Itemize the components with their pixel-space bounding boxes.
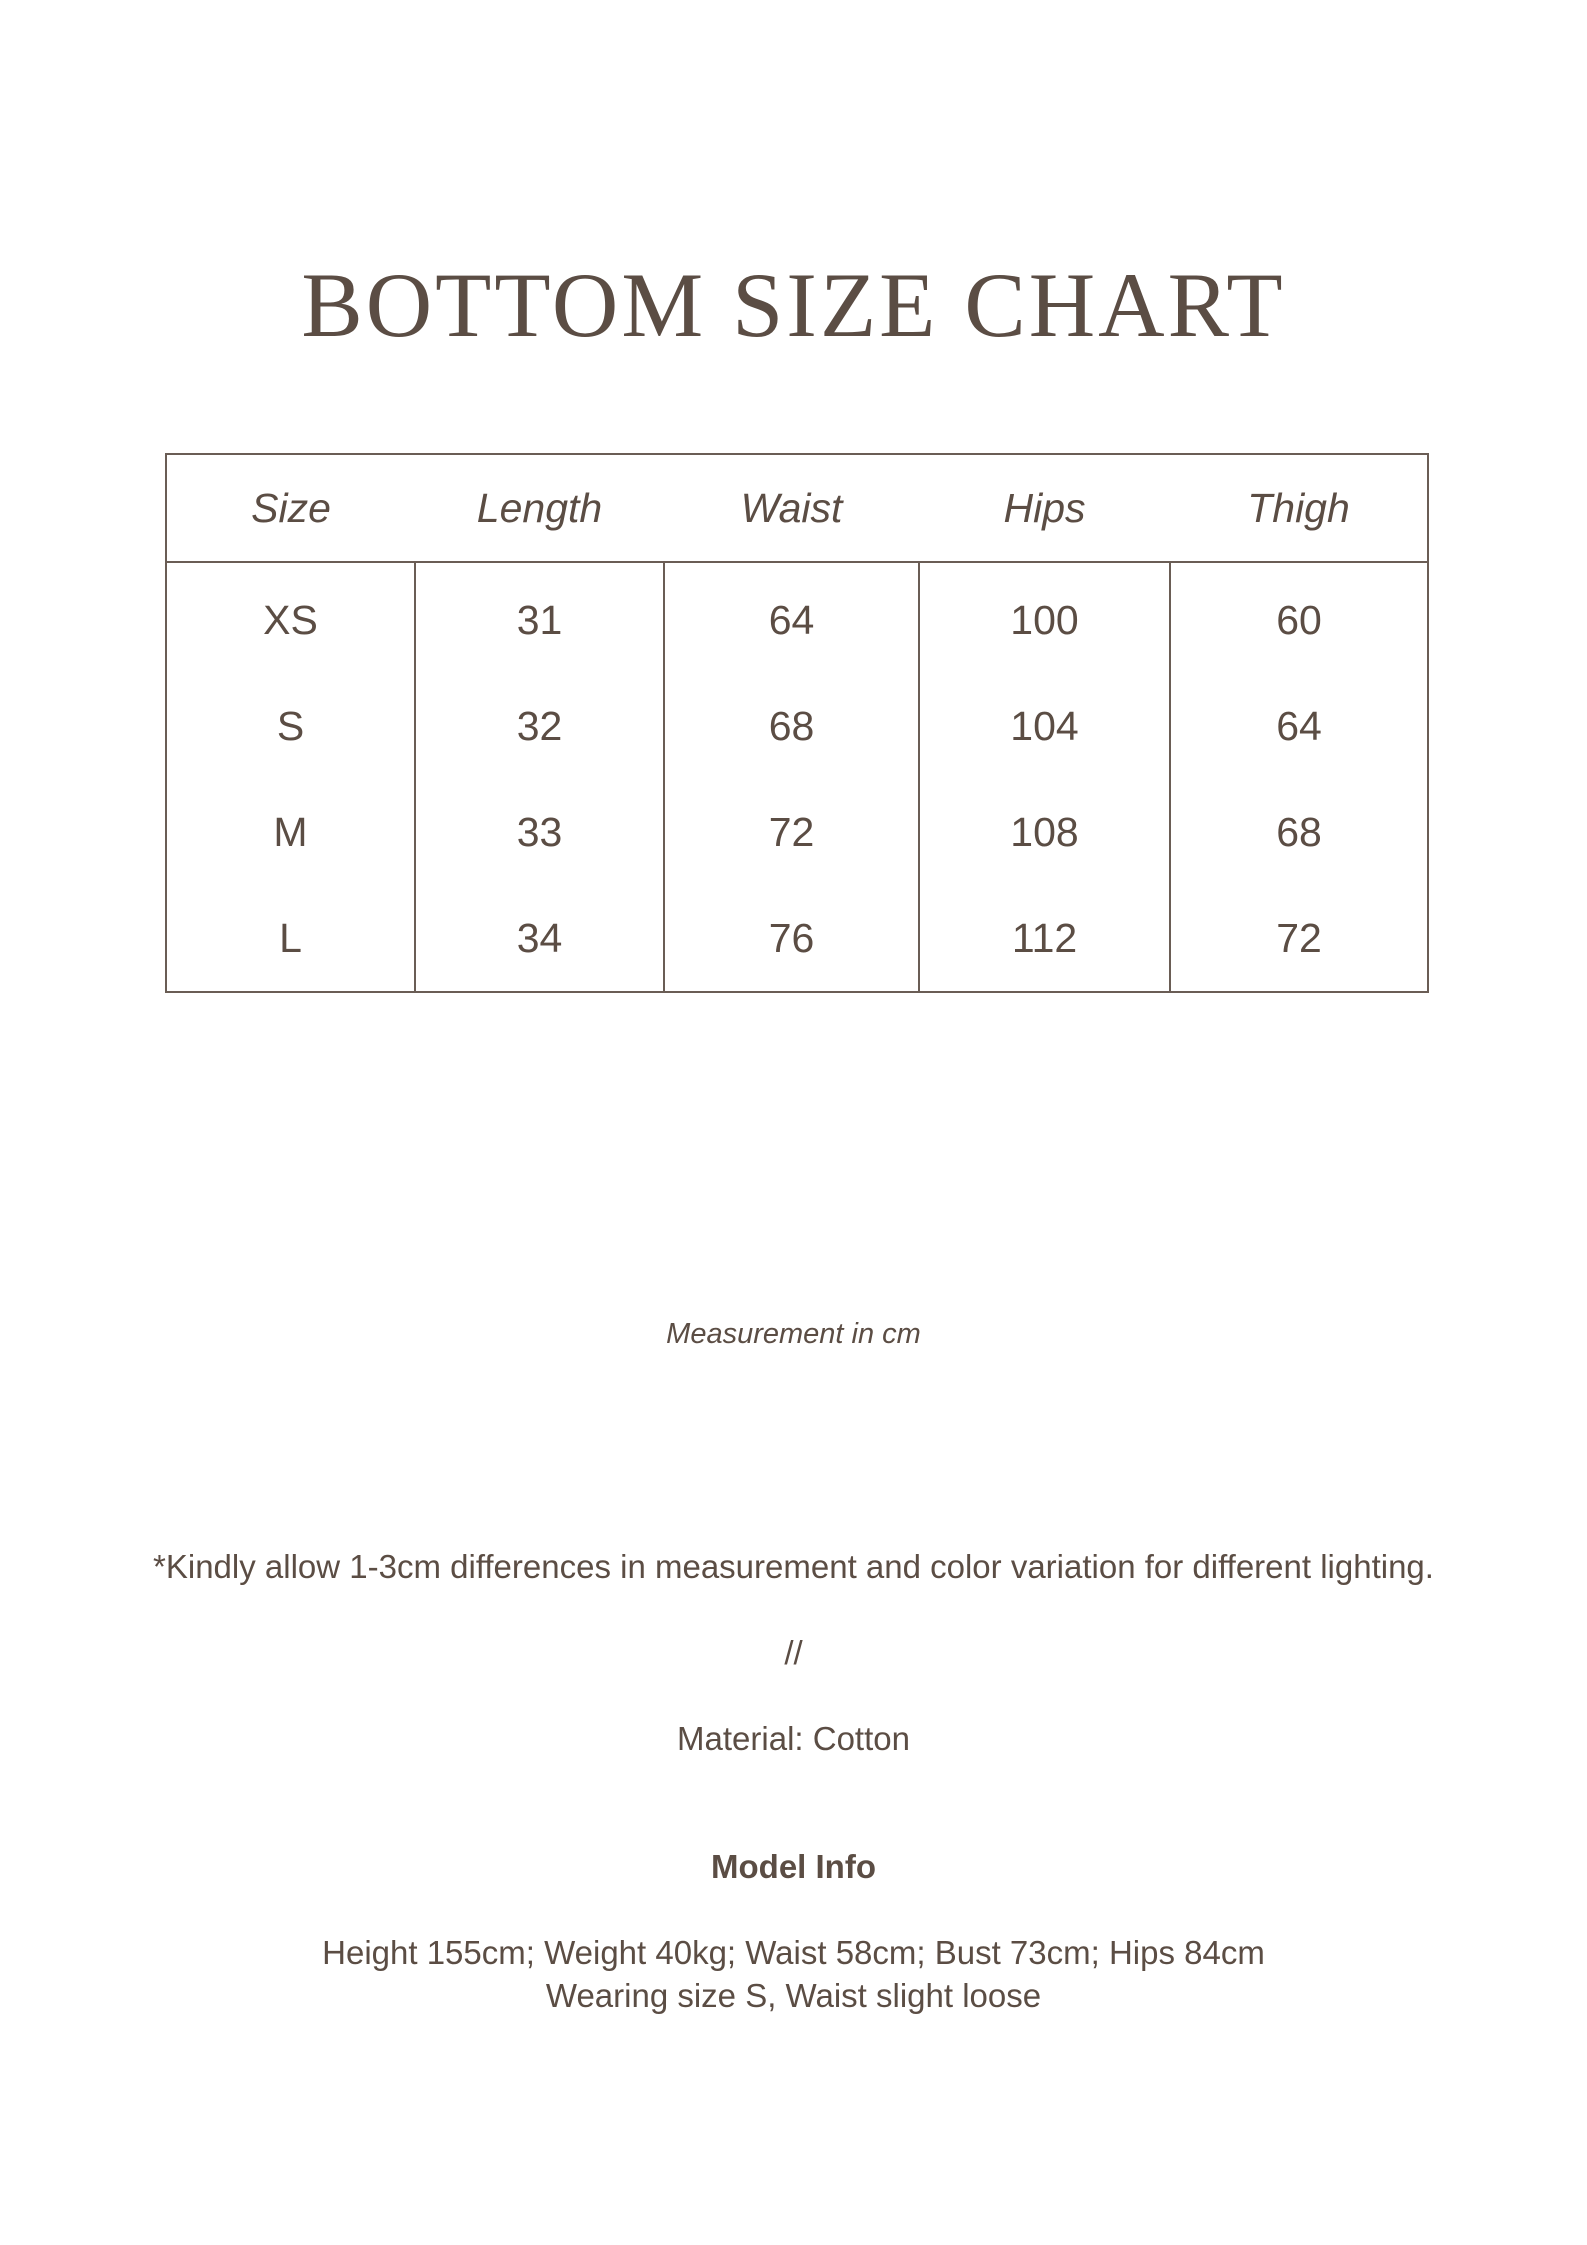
material-info: Material: Cotton: [677, 1720, 910, 1757]
table-row: [166, 885, 1428, 992]
table-header-row: [166, 454, 1428, 562]
model-fit-note: Wearing size S, Waist slight loose: [545, 1977, 1042, 2014]
cell-thigh: 72: [1170, 885, 1428, 992]
cell-waist: 76: [664, 885, 919, 992]
cell-size: L: [279, 914, 302, 961]
cell-hips: 108: [919, 779, 1170, 885]
cell-size: S: [276, 702, 305, 749]
cell-hips: 104: [919, 673, 1170, 779]
cell-thigh: 64: [1170, 673, 1428, 779]
page-title: BOTTOM SIZE CHART: [301, 254, 1286, 356]
column-header-hips: Hips: [919, 454, 1170, 562]
cell-length: 31: [415, 562, 664, 673]
disclaimer-text: *Kindly allow 1-3cm differences in measurement and color variation for different lighting.: [153, 1548, 1434, 1585]
separator: //: [784, 1634, 803, 1671]
model-info-heading: Model Info: [711, 1848, 876, 1885]
column-header-size: Size: [166, 454, 415, 562]
cell-waist: 72: [664, 779, 919, 885]
cell-size: M: [273, 808, 308, 855]
column-header-waist: Waist: [664, 454, 919, 562]
measurement-note: Measurement in cm: [666, 1318, 921, 1350]
table-row: [166, 779, 1428, 885]
cell-hips: 100: [919, 562, 1170, 673]
cell-length: 34: [415, 885, 664, 992]
table-row: [166, 562, 1428, 673]
cell-size: XS: [263, 596, 318, 643]
cell-hips: 112: [919, 885, 1170, 992]
cell-waist: 64: [664, 562, 919, 673]
cell-thigh: 68: [1170, 779, 1428, 885]
cell-thigh: 60: [1170, 562, 1428, 673]
column-header-thigh: Thigh: [1170, 454, 1428, 562]
cell-length: 33: [415, 779, 664, 885]
table-row: [166, 673, 1428, 779]
column-header-length: Length: [415, 454, 664, 562]
cell-length: 32: [415, 673, 664, 779]
size-chart-table: [165, 453, 1429, 993]
model-measurements: Height 155cm; Weight 40kg; Waist 58cm; Bust 73cm; Hips 84cm: [322, 1934, 1265, 1971]
cell-waist: 68: [664, 673, 919, 779]
